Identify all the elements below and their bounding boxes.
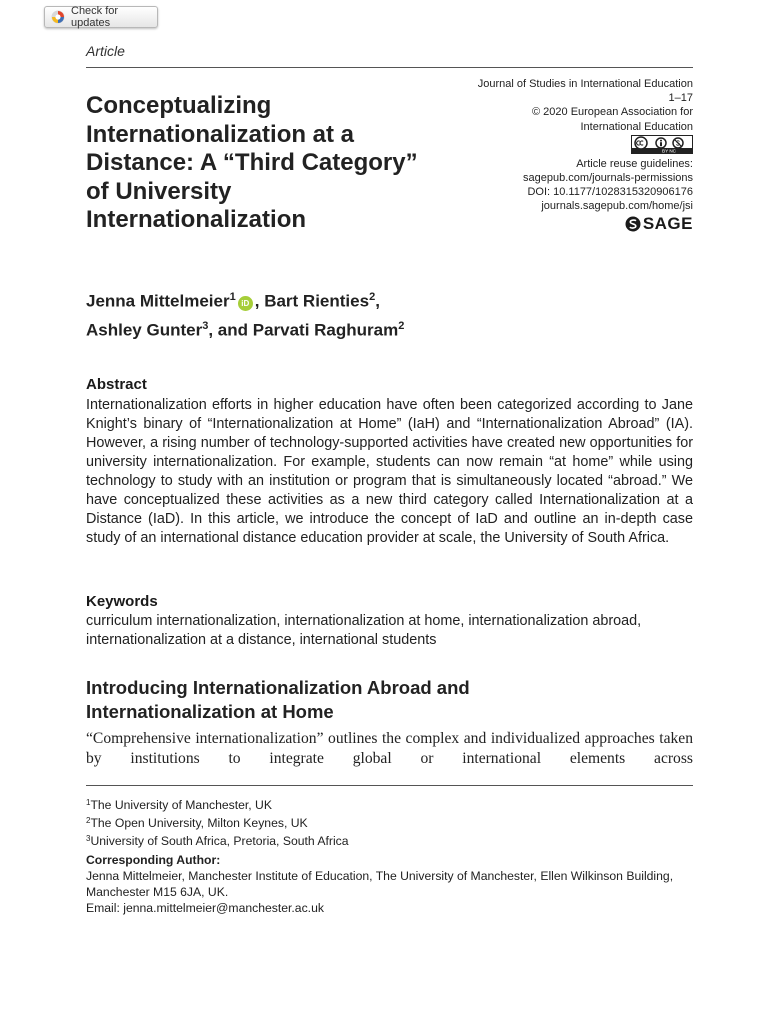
corresponding-author-email[interactable]: Email: jenna.mittelmeier@manchester.ac.uk xyxy=(86,901,324,915)
author-affiliation-mark: 2 xyxy=(398,319,405,332)
reuse-guidelines-link[interactable]: sagepub.com/journals-permissions xyxy=(523,172,693,185)
article-title: Conceptualizing Internationalization at a Distance: A “Third Category” of University Internationalization xyxy=(86,92,418,233)
copyright-line-1: © 2020 European Association for xyxy=(532,106,693,119)
journal-info xyxy=(453,77,693,232)
section-heading: Introducing Internationalization Abroad and Internationalization at Home xyxy=(86,677,470,722)
corresponding-author xyxy=(86,852,693,916)
author-affiliation-mark: 1 xyxy=(229,291,236,303)
crossmark-icon xyxy=(51,10,65,24)
sage-logo xyxy=(453,213,693,233)
author-separator: , xyxy=(375,291,380,311)
publisher-name: SAGE xyxy=(642,213,693,233)
svg-text:BY NC: BY NC xyxy=(662,148,676,154)
footnote-rule xyxy=(86,785,693,786)
svg-text:$: $ xyxy=(676,140,680,148)
sage-s-icon xyxy=(625,216,641,232)
page-range: 1–17 xyxy=(668,92,693,105)
corresponding-author-label: Corresponding Author: xyxy=(86,853,221,867)
author-affiliation-mark: 3 xyxy=(202,319,209,332)
reuse-guidelines-label: Article reuse guidelines: xyxy=(576,157,693,170)
copyright-line-2: International Education xyxy=(580,120,693,133)
check-for-updates-label: Check for updates xyxy=(71,5,119,29)
author-affiliation-mark: 2 xyxy=(369,291,376,303)
header-rule xyxy=(86,67,693,68)
author-name: Parvati Raghuram xyxy=(252,320,399,340)
keywords-text: curriculum internationalization, internationalization at home, internationalization abroad, internationalization at a distance, international students xyxy=(86,613,642,648)
article-type-label: Article xyxy=(86,43,125,59)
author-name: Jenna Mittelmeier xyxy=(86,291,230,311)
journal-home-link[interactable]: journals.sagepub.com/home/jsi xyxy=(541,200,693,213)
journal-name: Journal of Studies in International Education xyxy=(477,78,693,90)
affiliations xyxy=(86,795,693,849)
orcid-icon[interactable]: iD xyxy=(238,296,253,311)
author-name: Ashley Gunter xyxy=(86,320,203,340)
author-conjunction: , and xyxy=(208,320,253,340)
affiliation-item: $^2$The Open University, Milton Keynes, UK xyxy=(86,816,308,830)
cc-license-icon xyxy=(453,135,693,154)
body-paragraph: “Comprehensive internationalization” outlines the complex and individualized approaches taken by institutions to integrate global or international elements across xyxy=(86,730,693,767)
affiliation-item: $^1$The University of Manchester, UK xyxy=(86,798,272,812)
keywords-heading: Keywords xyxy=(86,593,158,610)
author-name: Bart Rienties xyxy=(264,291,370,311)
corresponding-author-address: Jenna Mittelmeier, Manchester Institute of Education, The University of Manchester, Ellen Wilkinson Building, Manchester M15 6JA, UK. xyxy=(86,869,674,899)
abstract-heading: Abstract xyxy=(86,376,147,393)
affiliation-item: $^3$University of South Africa, Pretoria, South Africa xyxy=(86,834,349,848)
check-for-updates-button[interactable] xyxy=(44,6,158,28)
doi[interactable]: DOI: 10.1177/1028315320906176 xyxy=(527,186,693,199)
author-list xyxy=(86,285,646,342)
abstract-text: Internationalization efforts in higher education have often been categorized according to Jane Knight’s binary of “Internationalization at Home” (IaH) and “Internationalization Abroad” (IA). However, a rising number of technology-supported activities have created new opportunities for university internationalization. For example, students can now remain “at home” while using technology to study with an institution or program that is simultaneously located “abroad.” We have conceptualized these activities as a new third category called Internationalization at a Distance (IaD). In this article, we introduce the concept of IaD and outline an in-depth case study of an international distance education provider at scale, the University of South Africa. xyxy=(86,397,693,546)
author-separator: , xyxy=(254,291,265,311)
